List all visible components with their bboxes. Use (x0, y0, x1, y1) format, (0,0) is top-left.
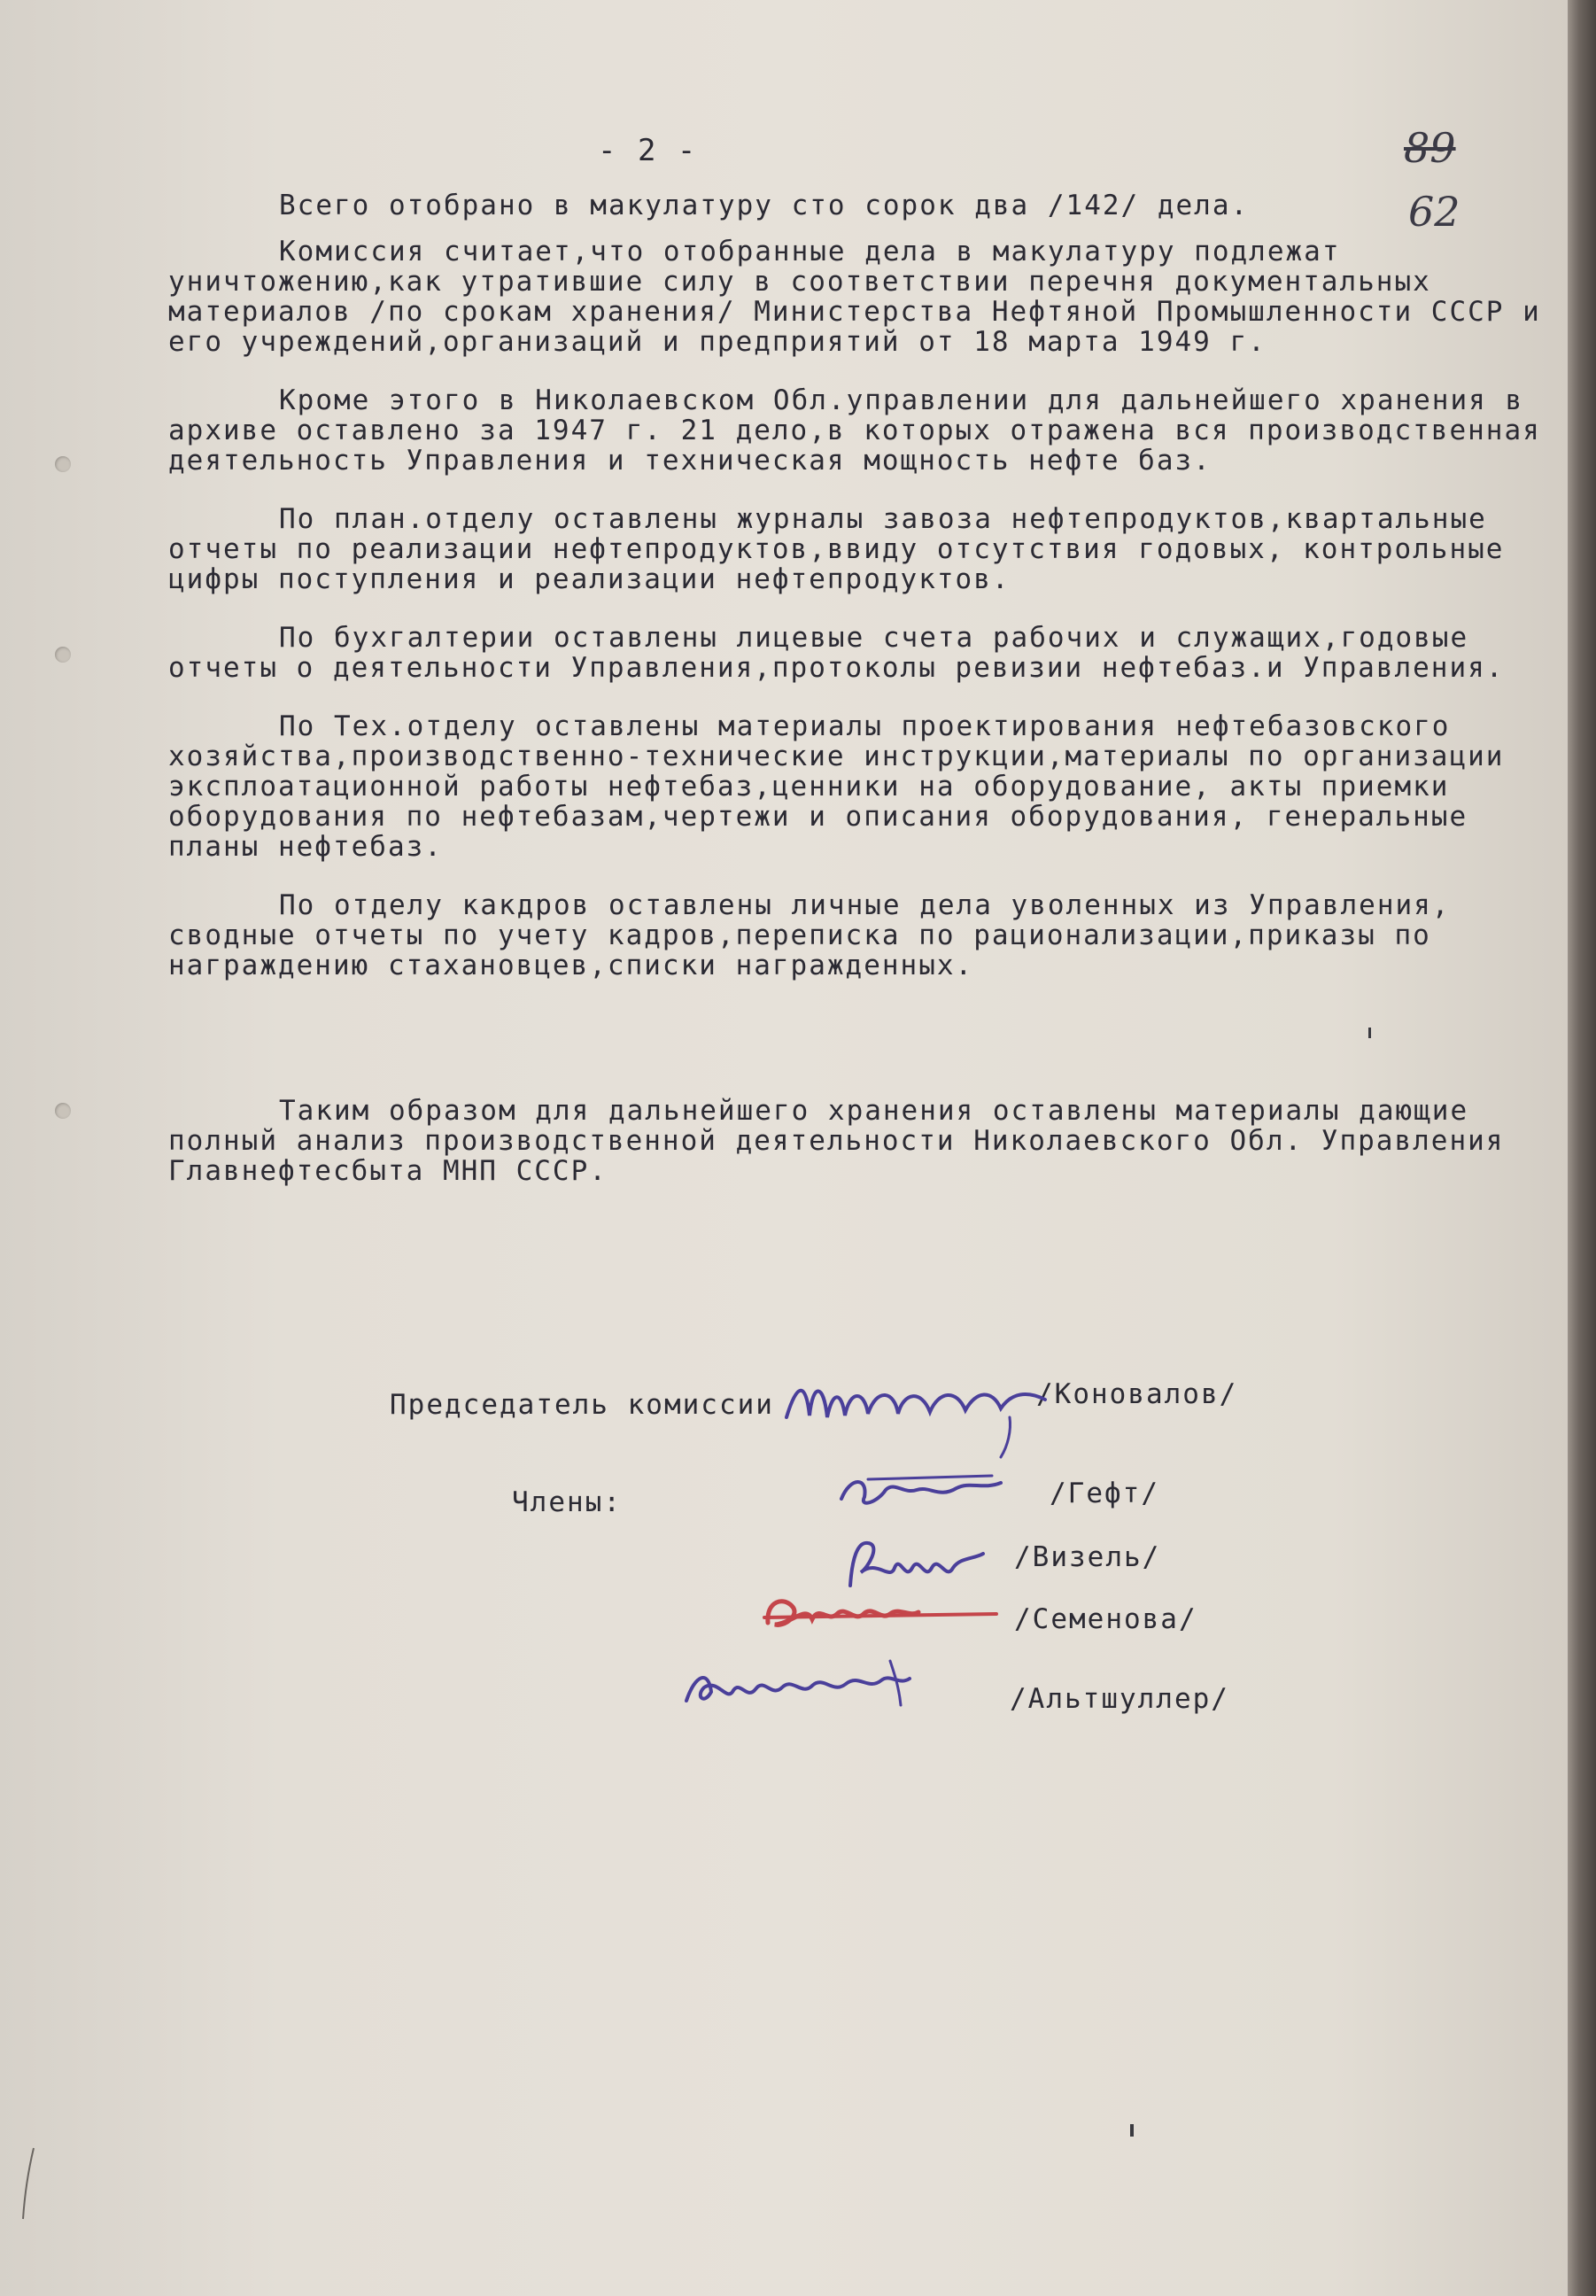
folio-number: 62 (1408, 188, 1460, 236)
paragraph-archive: Кроме этого в Николаевском Обл.управлении для дальнейшего хранения в архиве оставлено за 1947 г. 21 дело,в которых отражена вся производственная деятельность Управления и техническая мощность нефте баз. (168, 384, 1541, 477)
chairman-name: /Коновалов/ (1036, 1378, 1238, 1410)
margin-pencil-mark (16, 2144, 43, 2223)
folio-number-crossed: 89 (1404, 124, 1456, 172)
paragraph-hr-dept: По отделу какдров оставлены личные дела уволенных из Управления, сводные отчеты по учету кадров,переписка по рационализации,приказы по награждению стахановцев,списки награжденных. (168, 889, 1451, 981)
binder-hole (55, 647, 71, 663)
ink-mark (1368, 1028, 1371, 1038)
chairman-signature (779, 1364, 1072, 1462)
chairman-label: Председатель комиссии (390, 1389, 774, 1421)
signature-block (0, 1364, 1568, 1736)
member-name-vizel: /Визель/ (1014, 1541, 1161, 1573)
member-signature-vizel (841, 1532, 992, 1594)
scan-background-edge (1568, 0, 1596, 2296)
ink-mark (1130, 2124, 1134, 2137)
member-name-geft: /Гефт/ (1050, 1478, 1159, 1509)
binder-hole (55, 1103, 71, 1119)
document-body (168, 190, 1550, 1214)
paragraph-conclusion: Таким образом для дальнейшего хранения оставлены материалы дающие полный анализ производственной деятельности Николаевского Обл. Управления Главнефтесбыта МНП СССР. (168, 1095, 1505, 1187)
member-signature-semenova (757, 1587, 1005, 1641)
paragraph-accounting: По бухгалтерии оставлены лицевые счета рабочих и служащих,годовые отчеты о деятельности Управления,протоколы ревизии нефтебаз.и Управления. (168, 622, 1505, 684)
member-signature-geft (833, 1463, 1010, 1516)
member-name-semenova: /Семенова/ (1014, 1603, 1197, 1635)
paragraph-plan-dept: По план.отделу оставлены журналы завоза нефтепродуктов,квартальные отчеты по реализации нефтепродуктов,ввиду отсутствия годовых, контрольные цифры поступления и реализации нефтепродуктов. (168, 503, 1505, 595)
paragraph-commission: Комиссия считает,что отобранные дела в макулатуру подлежат уничтожению,как утратившие силу в соответствии перечня документальных материалов /по срокам хранения/ Министерства Нефтяной Промышленности СССР и его учреждений,организаций и предприятий от 18 марта 1949 г. (168, 236, 1541, 358)
paragraph-total: Всего отобрано в макулатуру сто сорок два /142/ дела. (279, 190, 1250, 221)
members-label: Члены: (512, 1486, 622, 1518)
binder-hole (55, 456, 71, 472)
member-signature-altshuller (678, 1652, 952, 1723)
page-number: - 2 - (598, 133, 698, 168)
member-name-altshuller: /Альтшуллер/ (1010, 1683, 1229, 1715)
paragraph-tech-dept: По Тех.отделу оставлены материалы проектирования нефтебазовского хозяйства,производственно-технические инструкции,материалы по организации эксплоатационной работы нефтебаз,ценники на оборудование, акты приемки оборудования по нефтебазам,чертежи и описания оборудования, генеральные планы нефтебаз. (168, 710, 1505, 863)
